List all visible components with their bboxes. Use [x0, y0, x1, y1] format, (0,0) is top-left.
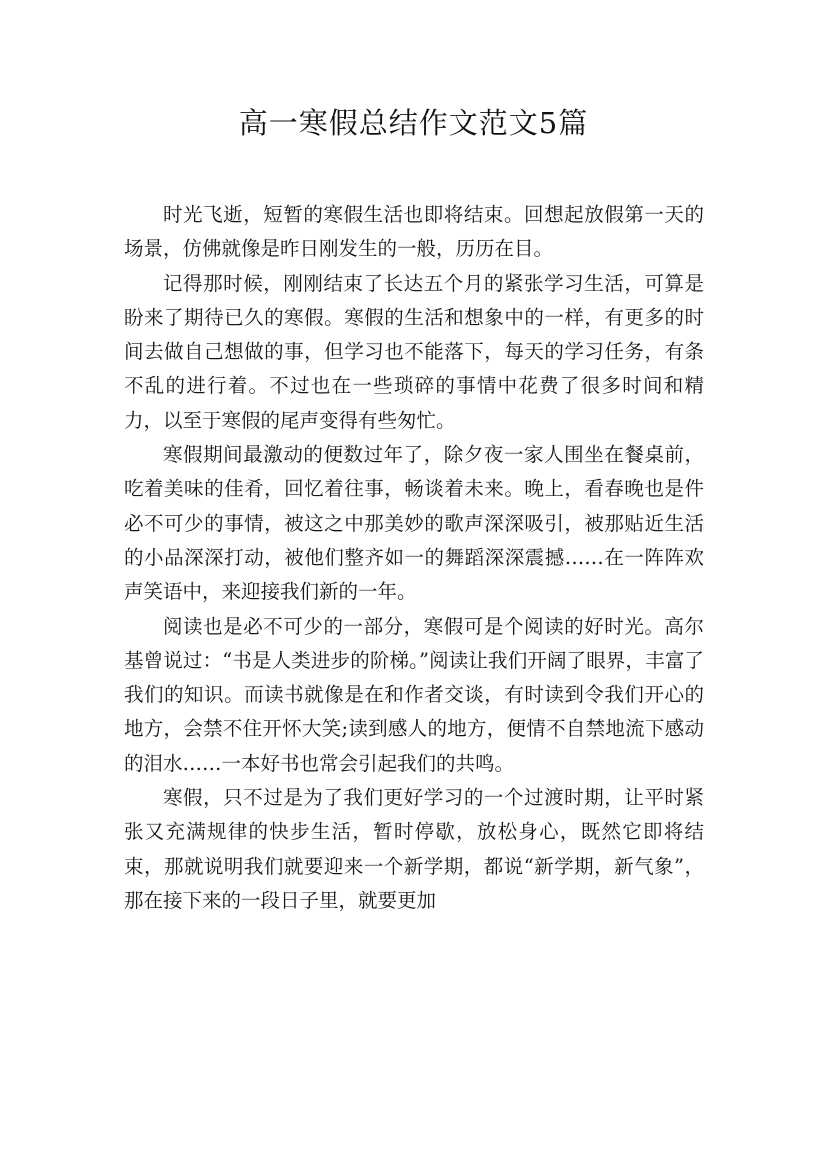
- paragraph: 时光飞逝，短暂的寒假生活也即将结束。回想起放假第一天的场景，仿佛就像是昨日刚发生的一般，历历在目。: [124, 203, 704, 261]
- document-body: [124, 198, 704, 918]
- paragraph: 阅读也是必不可少的一部分，寒假可是个阅读的好时光。高尔基曾说过：“书是人类进步的阶梯。”阅读让我们开阔了眼界，丰富了我们的知识。而读书就像是在和作者交谈，有时读到令我们开心的地方，会禁不住开怀大笑;读到感人的地方，便情不自禁地流下感动的泪水……一本好书也常会引起我们的共鸣。: [124, 614, 704, 775]
- document-title: 高一寒假总结作文范文5篇: [238, 106, 589, 140]
- paragraph: 寒假期间最激动的便数过年了，除夕夜一家人围坐在餐桌前，吃着美味的佳肴，回忆着往事，畅谈着未来。晚上，看春晚也是件必不可少的事情，被这之中那美妙的歌声深深吸引，被那贴近生活的小品深深打动，被他们整齐如一的舞蹈深深震撼……在一阵阵欢声笑语中，来迎接我们新的一年。: [124, 443, 704, 604]
- paragraph: 记得那时候，刚刚结束了长达五个月的紧张学习生活，可算是盼来了期待已久的寒假。寒假的生活和想象中的一样，有更多的时间去做自己想做的事，但学习也不能落下，每天的学习任务，有条不乱的进行着。不过也在一些琐碎的事情中花费了很多时间和精力，以至于寒假的尾声变得有些匆忙。: [124, 271, 704, 432]
- paragraph: 寒假，只不过是为了我们更好学习的一个过渡时期，让平时紧张又充满规律的快步生活，暂时停歇，放松身心，既然它即将结束，那就说明我们就要迎来一个新学期，都说“新学期，新气象”，那在接下来的一段日子里，就要更加: [124, 786, 704, 912]
